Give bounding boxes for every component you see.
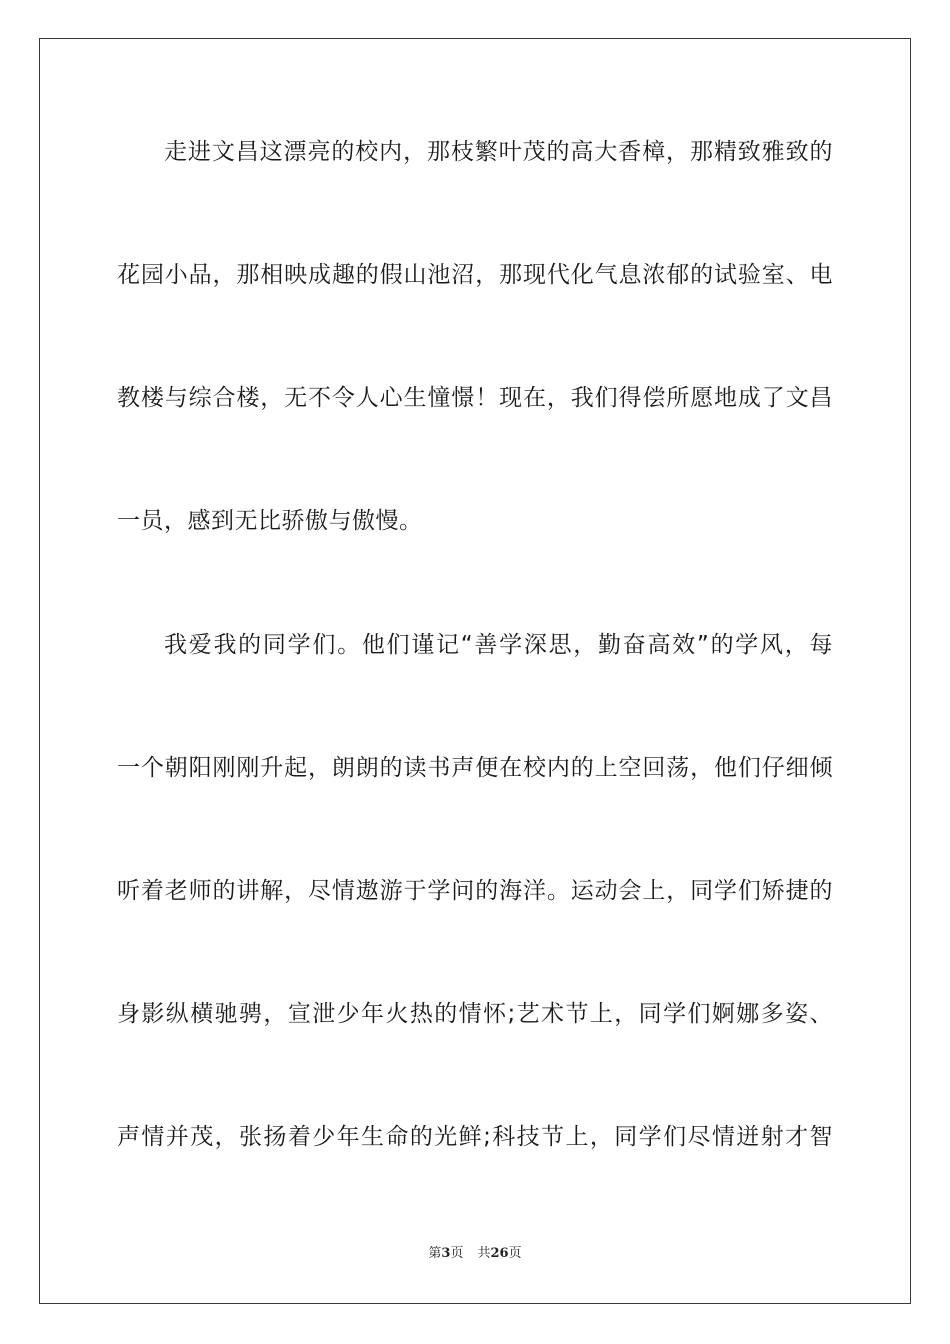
paragraph-2-line-4: 身影纵横驰骋，宣泄少年火热的情怀;艺术节上，同学们婀娜多姿、 <box>117 1001 833 1027</box>
paragraph-1-line-1: 走进文昌这漂亮的校内，那枝繁叶茂的高大香樟，那精致雅致的 <box>164 139 833 165</box>
paragraph-2-line-1: 我爱我的同学们。他们谨记“善学深思，勤奋高效”的学风，每 <box>164 632 833 658</box>
paragraph-2-line-2: 一个朝阳刚刚升起，朗朗的读书声便在校内的上空回荡，他们仔细倾 <box>117 755 833 781</box>
footer-page-prefix: 第 <box>428 1246 442 1261</box>
page-border <box>39 38 911 1304</box>
footer-page-number: 3 <box>441 1246 451 1261</box>
footer-page-suffix: 页 <box>450 1246 464 1261</box>
footer-total-suffix: 页 <box>508 1246 522 1261</box>
footer-total-prefix: 共 <box>477 1246 491 1261</box>
paragraph-2-line-3: 听着老师的讲解，尽情遨游于学问的海洋。运动会上，同学们矫捷的 <box>117 878 833 904</box>
footer-total-pages: 26 <box>490 1246 509 1261</box>
paragraph-2-line-5: 声情并茂，张扬着少年生命的光鲜;科技节上，同学们尽情迸射才智 <box>117 1124 833 1150</box>
paragraph-1-line-4: 一员，感到无比骄傲与傲慢。 <box>117 508 423 534</box>
page-footer <box>0 1246 950 1262</box>
paragraph-1-line-2: 花园小品，那相映成趣的假山池沼，那现代化气息浓郁的试验室、电 <box>117 262 833 288</box>
paragraph-1-line-3: 教楼与综合楼，无不令人心生憧憬！现在，我们得偿所愿地成了文昌 <box>117 385 833 411</box>
